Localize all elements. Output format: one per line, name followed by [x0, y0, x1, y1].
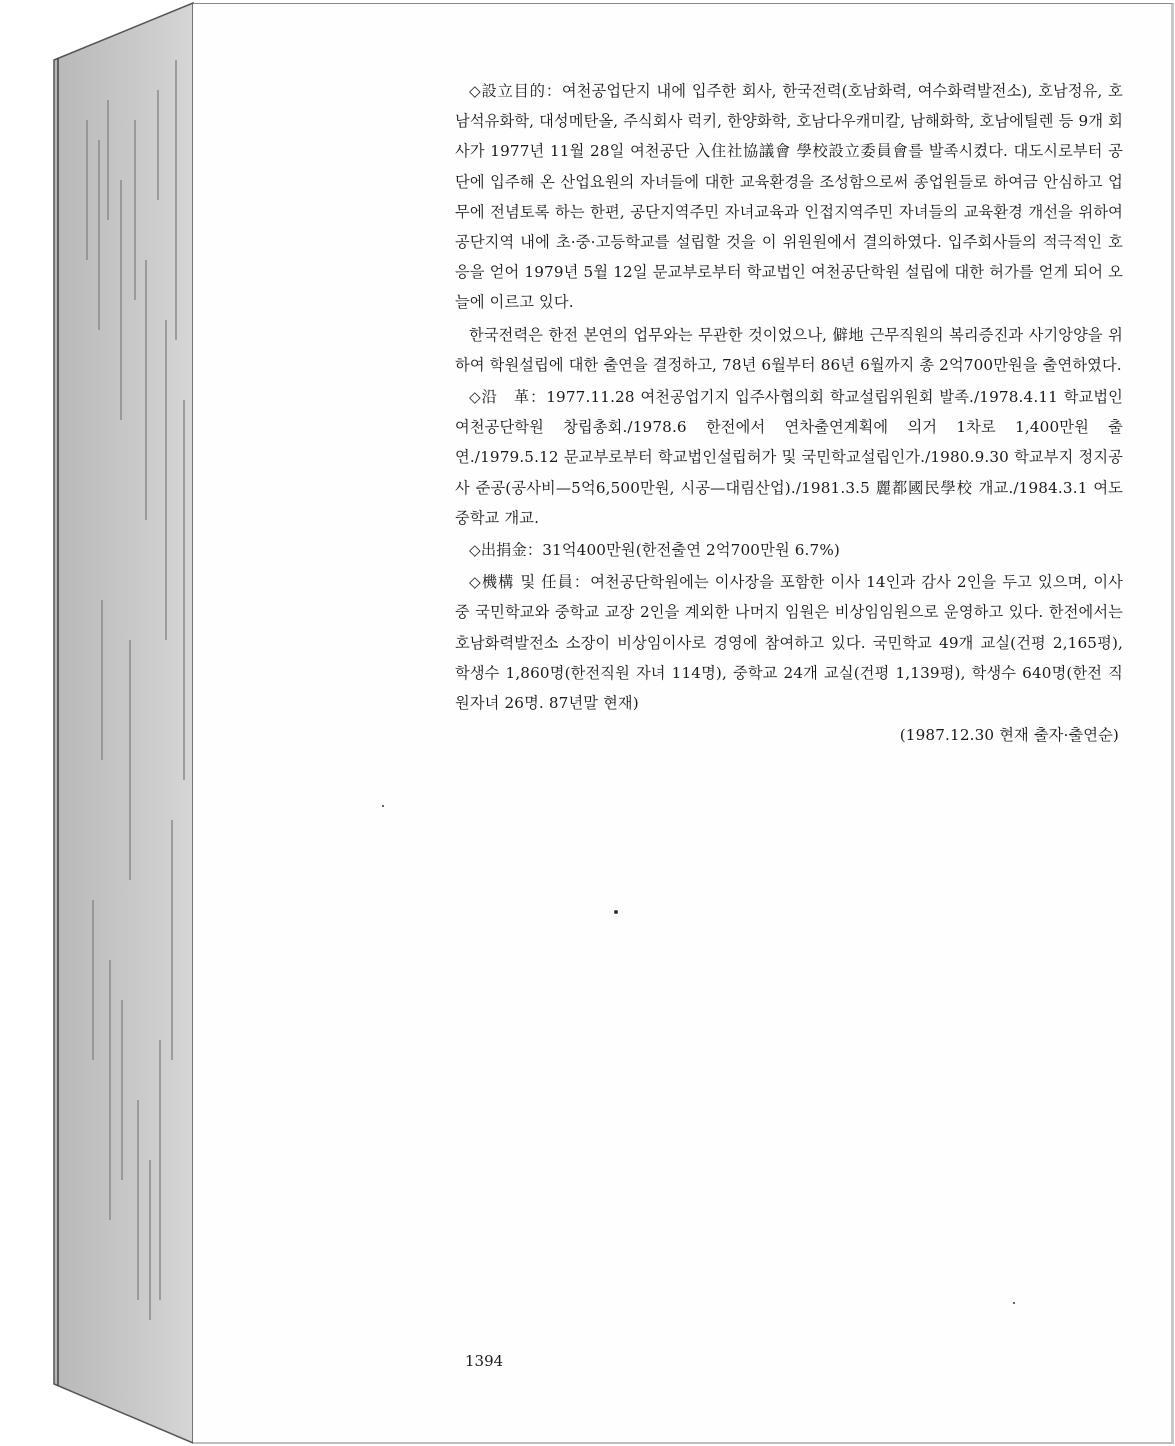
paragraph-kepco [455, 320, 1123, 380]
paragraph-history-text: 1977.11.28 여천공업기지 입주사협의회 학교설립위원회 발족./1978.4.11 학교법인 여천공단학원 창립총회./1978.6 한전에서 연차출연계획에 의거 1차로 1,400만원 출연./1979.5.12 문교부로부터 학교법인설립허가 및 국민학교설립인가./1980.9.30 학교부지 정지공사 준공(공사비—5억6,500만원, 시공—대림산업)./1981.3.5 麗都國民學校 개교./1984.3.1 여도중학교 개교. [455, 388, 1124, 527]
paragraph-contribution-text: 31억400만원(한전출연 2억700만원 6.7%) [542, 541, 841, 560]
paragraph-purpose [455, 76, 1123, 318]
heading-organization: ◇機構 및 任員： [469, 573, 591, 592]
footnote: (1987.12.30 현재 출자·출연순) [899, 726, 1119, 745]
paragraph-organization-text: 여천공단학원에는 이사장을 포함한 이사 14인과 감사 2인을 두고 있으며, 이사 중 국민학교와 중학교 교장 2인을 계외한 나머지 임원은 비상임임원으로 운영하고 있다. 한전에서는 호남화력발전소 소장이 비상임이사로 경영에 참여하고 있다. 국민학교 49개 교실(건평 2,165평), 학생수 1,860명(한전직원 자녀 114명), 중학교 24개 교실(건평 1,139평), 학생수 640명(한전 직원자녀 26명. 87년말 현재) [455, 573, 1124, 713]
body-text [455, 76, 1123, 750]
speck-mark [614, 910, 618, 914]
paragraph-contribution [455, 535, 1123, 565]
paragraph-kepco-text: 한국전력은 한전 본연의 업무와는 무관한 것이었으나, 僻地 근무직원의 복리증진과 사기앙양을 위하여 학원설립에 대한 출연을 결정하고, 78년 6월부터 86년 6월까지 총 2억700만원을 출연하였다. [455, 325, 1123, 374]
paragraph-history [455, 382, 1123, 533]
speck-mark [382, 805, 384, 807]
heading-purpose: ◇設立目的： [469, 82, 562, 100]
paragraph-purpose-text: 여천공업단지 내에 입주한 회사, 한국전력(호남화력, 여수화력발전소), 호남정유, 호남석유화학, 대성메탄올, 주식회사 럭키, 한양화학, 호남다우캐미칼, 남해화학, 호남에틸렌 등 9개 회사가 1977년 11월 28일 여천공단 入住社協議會 學校設立委員會를 발족시켰다. 대도시로부터 공단에 입주해 온 산업요원의 자녀들에 대한 교육환경을 조성함으로써 종업원들로 하여금 안심하고 업무에 전념토록 하는 한편, 공단지역주민 자녀교육과 인접지역주민 자녀들의 교육환경 개선을 위하여 공단지역 내에 초·중·고등학교를 설립할 것을 이 위원원에서 결의하였다. 입주회사들의 적극적인 호응을 얻어 1979년 5월 12일 문교부로부터 학교법인 여천공단학원 설립에 대한 허가를 얻게 되어 오늘에 이르고 있다. [455, 82, 1123, 312]
paragraph-organization [455, 567, 1123, 718]
speck-mark [1013, 1302, 1015, 1304]
heading-history: ◇沿 革： [469, 388, 547, 407]
heading-contribution: ◇出捐金： [469, 541, 543, 560]
page-number: 1394 [465, 1352, 504, 1370]
book-edge [0, 0, 200, 1446]
document-page [193, 3, 1174, 1444]
